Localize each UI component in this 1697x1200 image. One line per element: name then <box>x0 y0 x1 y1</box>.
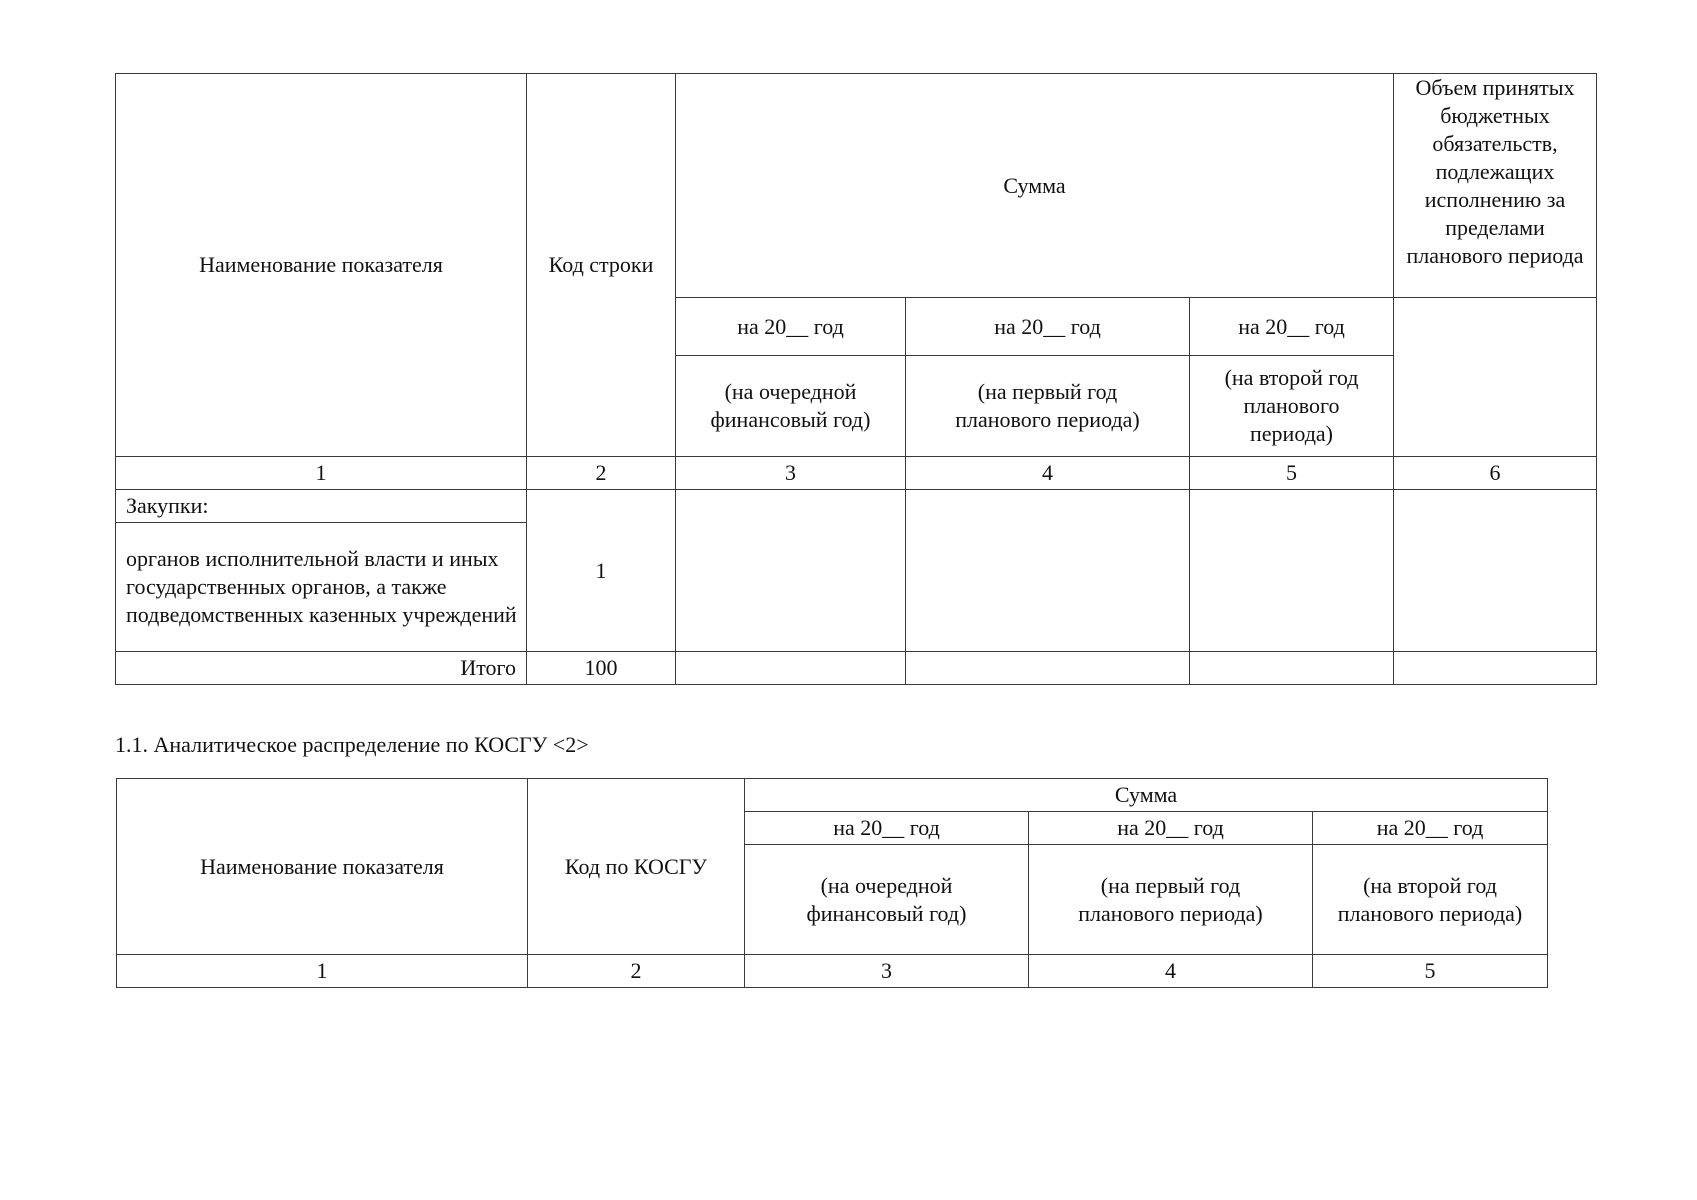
header-year-1: на 20__ год <box>745 812 1029 845</box>
kosgu-table <box>116 778 1548 988</box>
header-year-1: на 20__ год <box>676 298 906 356</box>
column-number: 5 <box>1313 955 1548 988</box>
column-number: 4 <box>1029 955 1313 988</box>
header-obligations: Объем принятых бюджетных обязательств, подлежащих исполнению за пределами планового периода <box>1394 74 1597 298</box>
header-year-3: на 20__ год <box>1313 812 1548 845</box>
header-sum: Сумма <box>745 779 1548 812</box>
total-row <box>116 652 1597 685</box>
header-year-3: на 20__ год <box>1190 298 1394 356</box>
header-year-2-note: (на первый год планового периода) <box>906 356 1190 457</box>
header-obligations-empty <box>1394 298 1597 457</box>
total-year-3 <box>1190 652 1394 685</box>
total-obligations <box>1394 652 1597 685</box>
header-year-3-note: (на второй год планового периода) <box>1313 845 1548 955</box>
column-number: 3 <box>745 955 1029 988</box>
column-number: 2 <box>527 457 676 490</box>
column-number: 1 <box>117 955 528 988</box>
total-year-1 <box>676 652 906 685</box>
column-numbers-row <box>117 955 1548 988</box>
column-number: 6 <box>1394 457 1597 490</box>
header-year-3-note: (на второй год планового периода) <box>1190 356 1394 457</box>
column-number: 3 <box>676 457 906 490</box>
header-year-1-note: (на очередной финансовый год) <box>745 845 1029 955</box>
total-year-2 <box>906 652 1190 685</box>
header-kosgu-code: Код по КОСГУ <box>528 779 745 955</box>
purchases-detail: органов исполнительной власти и иных государственных органов, а также подведомственных казенных учреждений <box>116 523 527 652</box>
cell-year-1 <box>676 490 906 652</box>
purchases-label: Закупки: <box>116 490 527 523</box>
cell-obligations <box>1394 490 1597 652</box>
header-year-2: на 20__ год <box>906 298 1190 356</box>
column-numbers-row <box>116 457 1597 490</box>
column-number: 1 <box>116 457 527 490</box>
header-sum: Сумма <box>676 74 1394 298</box>
purchases-code: 1 <box>527 490 676 652</box>
budget-table <box>115 73 1597 685</box>
column-number: 5 <box>1190 457 1394 490</box>
header-year-1-note: (на очередной финансовый год) <box>676 356 906 457</box>
header-year-2: на 20__ год <box>1029 812 1313 845</box>
total-label: Итого <box>116 652 527 685</box>
column-number: 2 <box>528 955 745 988</box>
section-heading: 1.1. Аналитическое распределение по КОСГУ <2> <box>115 732 589 757</box>
table-row <box>116 490 1597 523</box>
cell-year-3 <box>1190 490 1394 652</box>
header-indicator-name: Наименование показателя <box>116 74 527 457</box>
header-row-code: Код строки <box>527 74 676 457</box>
column-number: 4 <box>906 457 1190 490</box>
header-year-2-note: (на первый год планового периода) <box>1029 845 1313 955</box>
total-code: 100 <box>527 652 676 685</box>
cell-year-2 <box>906 490 1190 652</box>
header-indicator-name: Наименование показателя <box>117 779 528 955</box>
